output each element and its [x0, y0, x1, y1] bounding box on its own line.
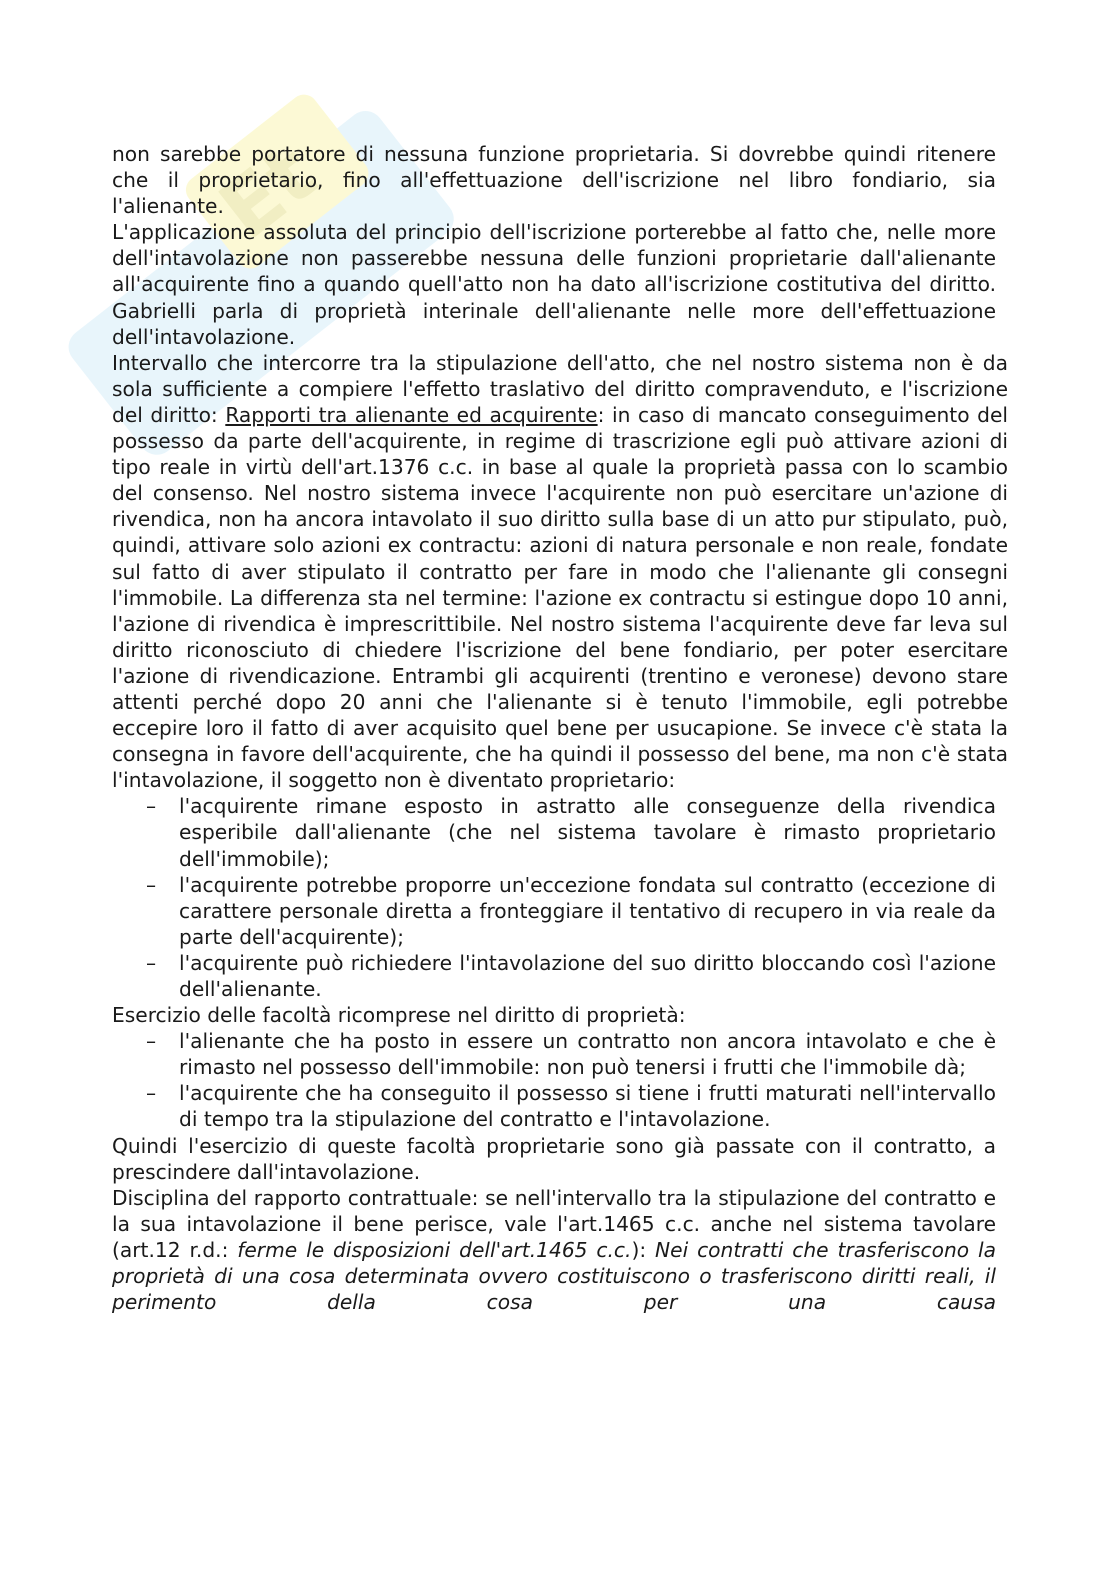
paragraph-3-body: : in caso di mancato conseguimento del possesso da parte dell'acquirente, in regime di trascrizione egli può attivare azioni di tipo reale in virtù dell'art.1376 c.c. in base al quale la proprietà passa con lo scambio del consenso. Nel nostro sistema invece l'acquirente non può esercitare un'azione di rivendica, non ha ancora intavolato il suo diritto sulla base di un atto pur stipulato, può, quindi, attivare solo azioni ex contractu: azioni di natura personale e non reale, fondate sul fatto di aver stipulato il contratto per fare in modo che l'alienante gli consegni l'immobile. La differenza sta nel termine: l'azione ex contractu si estingue dopo 10 anni, l'azione di rivendica è imprescrittibile. Nel nostro sistema l'acquirente deve far leva sul diritto riconosciuto di chiedere l'iscrizione del bene fondiario, per poter esercitare l'azione di rivendicazione. Entrambi gli acquirenti (trentino e veronese) devono stare attenti perché dopo 20 anni che l'alienante si è tenuto l'immobile, egli potrebbe eccepire loro il fatto di aver acquisito quel bene per usucapione. Se invece c'è stata la consegna in favore dell'acquirente, che ha quindi il possesso del bene, ma non c'è stata l'intavolazione, il soggetto non è diventato proprietario: — [112, 402, 1008, 793]
document-page — [112, 141, 1008, 1315]
italic-citation: ferme le disposizioni dell'art.1465 c.c. — [237, 1237, 632, 1262]
list-item-text: l'alienante che ha posto in essere un contratto non ancora intavolato e che è rimasto nel possesso dell'immobile: non può tenersi i frutti che l'immobile dà; — [179, 1029, 996, 1080]
italic-quote: Nei contratti che trasferiscono la proprietà di una cosa determinata ovvero costituiscono o trasferiscono diritti reali, il perimento della cosa per una causa — [112, 1237, 997, 1315]
paragraph-3-intro: Intervallo che intercorre tra la stipulazione dell'atto, che nel nostro sistema non è da sola sufficiente a compiere l'effetto traslativo del diritto compravenduto, e l'iscrizione del diritto: — [112, 350, 1008, 427]
paragraph-6 — [112, 1185, 996, 1315]
underlined-heading: Rapporti tra alienante ed acquirente — [225, 402, 598, 427]
watermark-letters: Et — [202, 126, 334, 258]
paragraph-1: non sarebbe portatore di nessuna funzione proprietaria. Si dovrebbe quindi ritenere che il proprietario, fino all'effettuazione dell'iscrizione nel libro fondiario, sia l'alienante. — [112, 142, 996, 219]
list-item — [112, 950, 996, 1002]
list-item-text: l'acquirente che ha conseguito il possesso si tiene i frutti maturati nell'intervallo di tempo tra la stipulazione del contratto e l'intavolazione. — [179, 1081, 996, 1132]
dash-bullet: – — [146, 872, 157, 897]
paragraph-2: L'applicazione assoluta del principio dell'iscrizione porterebbe al fatto che, nelle more dell'intavolazione non passerebbe nessuna delle funzioni proprietarie dall'alienante all'acquirente fino a quando quell'atto non ha dato all'iscrizione costitutiva del diritto. Gabrielli parla di proprietà interinale dell'alienante nelle more dell'effettuazione dell'intavolazione. — [112, 220, 996, 349]
dash-bullet: – — [146, 794, 157, 819]
list-item — [112, 1080, 996, 1132]
list-item — [112, 793, 996, 871]
dash-bullet: – — [146, 1029, 157, 1054]
list-item-text: l'acquirente potrebbe proporre un'eccezione fondata sul contratto (eccezione di carattere personale diretta a fronteggiare il tentativo di recupero in via reale da parte dell'acquirente); — [179, 872, 996, 949]
dash-bullet: – — [146, 1081, 157, 1106]
paragraph-6-sep: ): — [631, 1237, 656, 1262]
list-item — [112, 1028, 996, 1080]
list-consequences — [112, 793, 996, 1002]
list-item-text: l'acquirente può richiedere l'intavolazione del suo diritto bloccando così l'azione dell'alienante. — [179, 950, 996, 1001]
paragraph-5: Quindi l'esercizio di queste facoltà proprietarie sono già passate con il contratto, a prescindere dall'intavolazione. — [112, 1133, 996, 1184]
paragraph-3 — [112, 350, 1008, 794]
dash-bullet: – — [146, 950, 157, 975]
list-item — [112, 872, 996, 950]
paragraph-4: Esercizio delle facoltà ricomprese nel diritto di proprietà: — [112, 1003, 686, 1028]
list-item-text: l'acquirente rimane esposto in astratto alle conseguenze della rivendica esperibile dall'alienante (che nel sistema tavolare è rimasto proprietario dell'immobile); — [179, 794, 996, 871]
paragraph-6-intro: Disciplina del rapporto contrattuale: se nell'intervallo tra la stipulazione del contratto e la sua intavolazione il bene perisce, vale l'art.1465 c.c. anche nel sistema tavolare (art.12 r.d.: — [112, 1185, 996, 1262]
list-faculties — [112, 1028, 996, 1132]
